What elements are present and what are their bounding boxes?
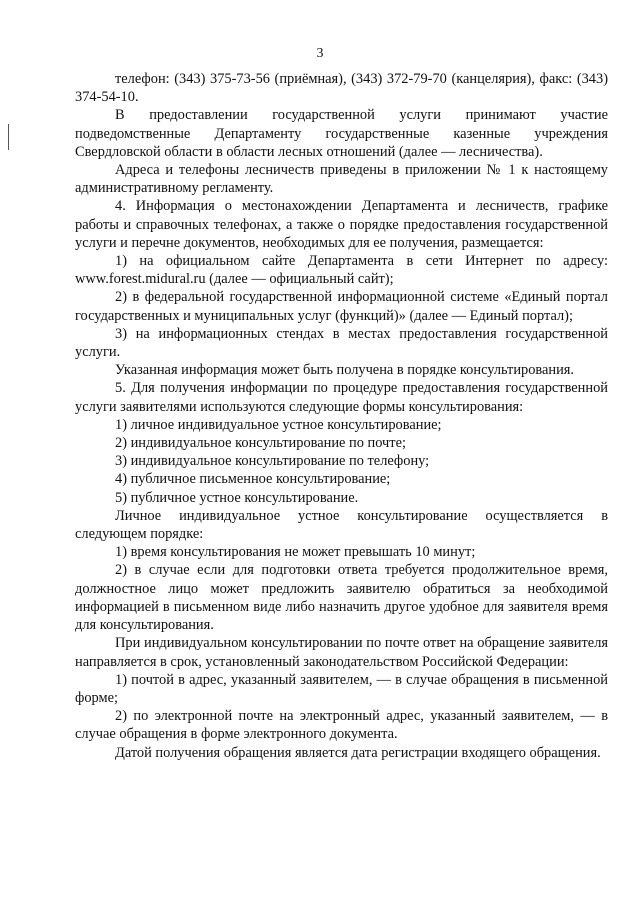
- list-item: 2) индивидуальное консультирование по почте;: [115, 435, 406, 452]
- list-item: 2) по электронной почте на электронный адрес, указанный заявителем, — в случае обращения в форме электронного документа.: [75, 708, 608, 743]
- paragraph-info-location: 4. Информация о местонахождении Департамента и лесничеств, графике работы и справочных телефонах, а также о порядке предоставления государственной услуги и перечне документов, необходимых для ее получения, размещается:: [75, 198, 608, 251]
- paragraph-participants: В предоставлении государственной услуги принимают участие подведомственные Департаменту государственные казенные учреждения Свердловской области в области лесных отношений (далее — лесничества).: [75, 107, 608, 160]
- paragraph-consulting-note: Указанная информация может быть получена в порядке консультирования.: [115, 362, 575, 379]
- paragraph-personal-consulting: Личное индивидуальное устное консультирование осуществляется в следующем порядке:: [75, 507, 608, 543]
- paragraph-receipt-date: Датой получения обращения является дата регистрации входящего обращения.: [115, 744, 601, 761]
- list-item: 1) личное индивидуальное устное консультирование;: [115, 416, 442, 433]
- paragraph-consulting-forms: 5. Для получения информации по процедуре предоставления государственной услуги заявителями используются следующие формы консультирования:: [75, 380, 608, 415]
- list-item: 1) на официальном сайте Департамента в сети Интернет по адресу: www.forest.midural.ru (далее — официальный сайт);: [75, 253, 608, 288]
- document-body: [75, 70, 608, 762]
- list-item: 1) почтой в адрес, указанный заявителем, — в случае обращения в письменной форме;: [75, 671, 608, 706]
- list-item: 5) публичное устное консультирование.: [115, 489, 359, 506]
- paragraph-mail-consulting: При индивидуальном консультировании по почте ответ на обращение заявителя направляется в срок, установленный законодательством Российской Федерации:: [75, 635, 608, 670]
- paragraph-addresses: Адреса и телефоны лесничеств приведены в приложении № 1 к настоящему административному регламенту.: [75, 162, 608, 197]
- list-item: 4) публичное письменное консультирование;: [115, 471, 391, 488]
- list-item: 2) в случае если для подготовки ответа требуется продолжительное время, должностное лицо может предложить заявителю обратиться за необходимой информацией в письменном виде либо назначить другое удобное для заявителя время для консультирования.: [75, 562, 608, 634]
- list-item: 3) на информационных стендах в местах предоставления государственной услуги.: [75, 325, 608, 361]
- list-item: 2) в федеральной государственной информационной системе «Единый портал государственных и муниципальных услуг (функций)» (далее — Единый портал);: [75, 289, 608, 324]
- page-number: 3: [316, 46, 324, 61]
- paragraph-phone: телефон: (343) 375-73-56 (приёмная), (343) 372-79-70 (канцелярия), факс: (343) 374-54-10.: [75, 71, 608, 106]
- margin-mark: [8, 124, 9, 150]
- list-item: 1) время консультирования не может превышать 10 минут;: [115, 544, 476, 561]
- list-item: 3) индивидуальное консультирование по телефону;: [115, 453, 430, 470]
